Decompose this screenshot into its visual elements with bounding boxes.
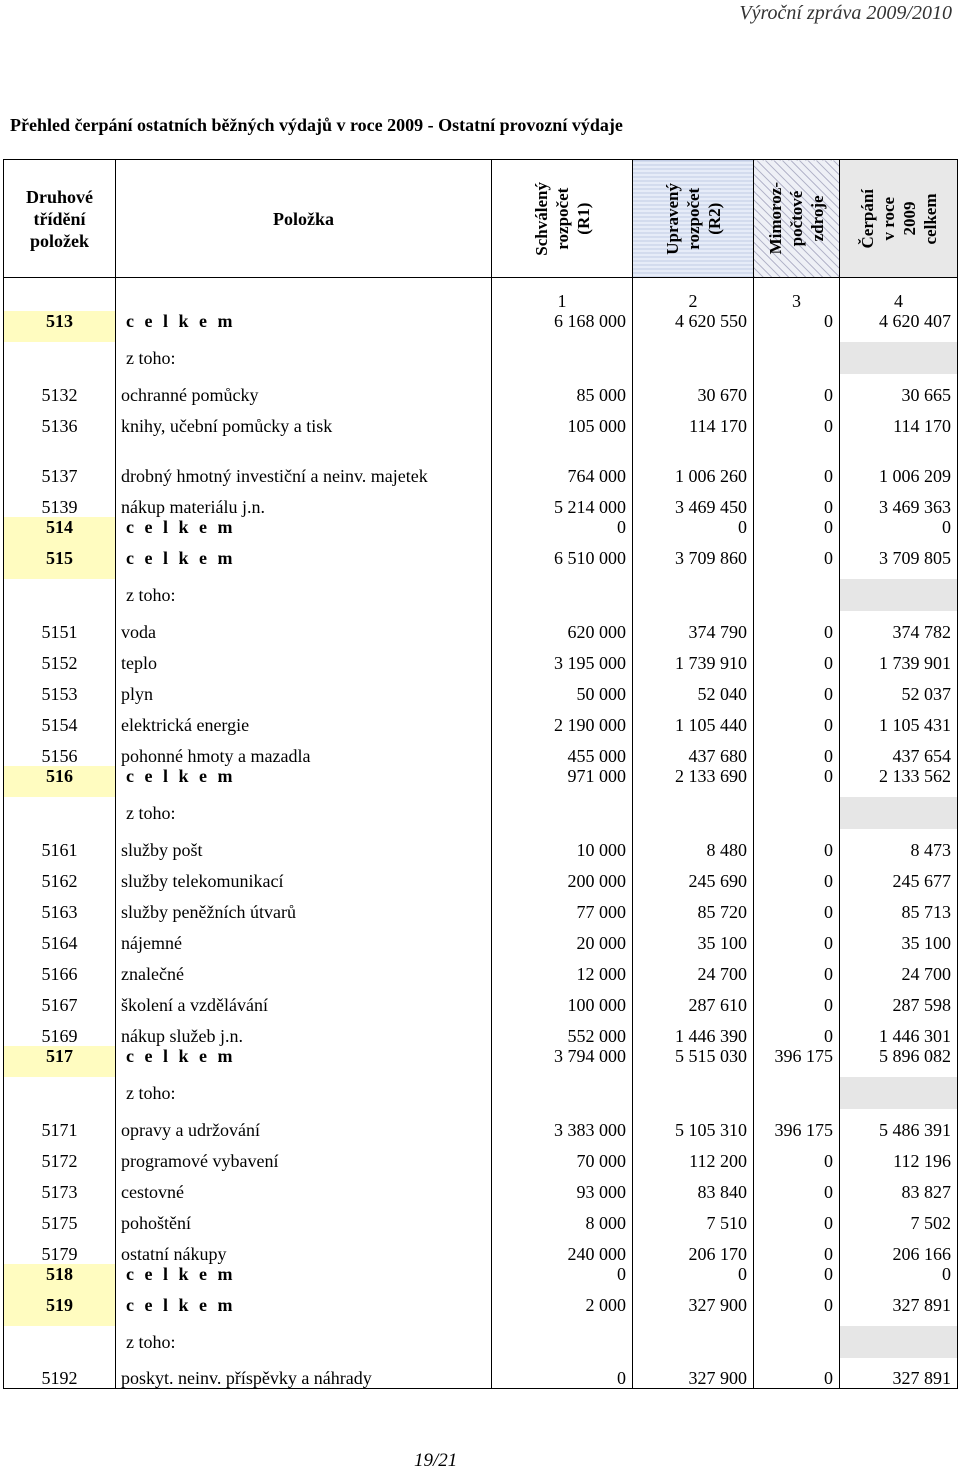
r1-value [492, 1326, 633, 1358]
cp-value: 374 782 [840, 611, 958, 642]
row-code: 5192 [4, 1358, 116, 1389]
column-number-row [4, 278, 958, 311]
row-label: znalečné [116, 953, 492, 984]
row-code: 5163 [4, 891, 116, 922]
mz-value: 0 [754, 829, 840, 860]
r1-value: 2 000 [492, 1295, 633, 1326]
row-label: c e l k e m [116, 766, 492, 797]
row-label: školení a vzdělávání [116, 984, 492, 1015]
mz-value: 396 175 [754, 1109, 840, 1140]
r2-value: 1 006 260 [633, 436, 754, 486]
table-row [4, 486, 958, 517]
table-row [4, 860, 958, 891]
r1-value [492, 1077, 633, 1109]
cp-value [840, 579, 958, 611]
r2-value [633, 342, 754, 374]
cp-value: 437 654 [840, 735, 958, 766]
r2-value: 8 480 [633, 829, 754, 860]
cp-value: 287 598 [840, 984, 958, 1015]
row-label: cestovné [116, 1171, 492, 1202]
row-label: služby telekomunikací [116, 860, 492, 891]
row-label: z toho: [116, 1077, 492, 1109]
row-code: 516 [4, 766, 116, 797]
mz-value: 0 [754, 517, 840, 548]
r2-value [633, 1326, 754, 1358]
table-row [4, 642, 958, 673]
r2-value: 52 040 [633, 673, 754, 704]
row-code: 5132 [4, 374, 116, 405]
mz-value [754, 1326, 840, 1358]
cp-value: 52 037 [840, 673, 958, 704]
cp-value: 30 665 [840, 374, 958, 405]
r1-value: 552 000 [492, 1015, 633, 1046]
cp-value: 1 006 209 [840, 436, 958, 486]
row-label: drobný hmotný investiční a neinv. majetek [116, 436, 492, 486]
cp-value: 85 713 [840, 891, 958, 922]
table-row [4, 797, 958, 829]
row-label: ochranné pomůcky [116, 374, 492, 405]
r2-value: 3 709 860 [633, 548, 754, 579]
r2-value: 437 680 [633, 735, 754, 766]
r1-value: 6 510 000 [492, 548, 633, 579]
row-code: 5164 [4, 922, 116, 953]
r1-value: 93 000 [492, 1171, 633, 1202]
row-code: 5179 [4, 1233, 116, 1264]
r2-value: 112 200 [633, 1140, 754, 1171]
report-header: Výroční zpráva 2009/2010 [739, 2, 952, 24]
r1-value: 764 000 [492, 436, 633, 486]
table-row [4, 1109, 958, 1140]
mz-value: 0 [754, 1233, 840, 1264]
row-label: poskyt. neinv. příspěvky a náhrady [116, 1358, 492, 1389]
r1-value: 240 000 [492, 1233, 633, 1264]
row-code: 5151 [4, 611, 116, 642]
row-code: 514 [4, 517, 116, 548]
r2-value: 287 610 [633, 984, 754, 1015]
table-row [4, 611, 958, 642]
row-code [4, 1326, 116, 1358]
row-label: služby peněžních útvarů [116, 891, 492, 922]
row-code [4, 1077, 116, 1109]
r1-value [492, 579, 633, 611]
row-code: 518 [4, 1264, 116, 1295]
r1-value: 200 000 [492, 860, 633, 891]
table-row [4, 1295, 958, 1326]
row-label: nákup materiálu j.n. [116, 486, 492, 517]
mz-value: 0 [754, 735, 840, 766]
cp-value: 1 446 301 [840, 1015, 958, 1046]
cp-value: 327 891 [840, 1295, 958, 1326]
row-label: c e l k e m [116, 1264, 492, 1295]
cp-value: 8 473 [840, 829, 958, 860]
table-row [4, 673, 958, 704]
mz-value [754, 797, 840, 829]
row-label: c e l k e m [116, 1046, 492, 1077]
header-mz: Mimoroz- počtové zdroje [754, 160, 840, 278]
row-code: 519 [4, 1295, 116, 1326]
r1-value: 3 195 000 [492, 642, 633, 673]
mz-value: 0 [754, 1015, 840, 1046]
cp-value: 3 709 805 [840, 548, 958, 579]
r1-value: 100 000 [492, 984, 633, 1015]
mz-value: 0 [754, 311, 840, 342]
header-cp: Čerpání v roce 2009 celkem [840, 160, 958, 278]
cp-value: 0 [840, 517, 958, 548]
mz-value: 0 [754, 1202, 840, 1233]
table-row [4, 735, 958, 766]
mz-value: 0 [754, 953, 840, 984]
r2-value: 114 170 [633, 405, 754, 436]
header-r2: Upravený rozpočet (R2) [633, 160, 754, 278]
mz-value [754, 342, 840, 374]
row-label: pohoštění [116, 1202, 492, 1233]
r2-value: 327 900 [633, 1358, 754, 1389]
row-label: pohonné hmoty a mazadla [116, 735, 492, 766]
row-code: 5137 [4, 436, 116, 486]
table-row [4, 891, 958, 922]
r2-value: 7 510 [633, 1202, 754, 1233]
row-label: plyn [116, 673, 492, 704]
cp-value: 1 739 901 [840, 642, 958, 673]
header-item: Položka [116, 160, 492, 278]
r2-value: 5 515 030 [633, 1046, 754, 1077]
r1-value: 5 214 000 [492, 486, 633, 517]
row-label: z toho: [116, 579, 492, 611]
cp-value: 1 105 431 [840, 704, 958, 735]
mz-value: 0 [754, 984, 840, 1015]
row-code [4, 797, 116, 829]
table-row [4, 953, 958, 984]
r2-value: 2 133 690 [633, 766, 754, 797]
table-row [4, 374, 958, 405]
r1-value [492, 797, 633, 829]
table-row [4, 1171, 958, 1202]
mz-value: 0 [754, 766, 840, 797]
cp-value: 0 [840, 1264, 958, 1295]
page-number: 19/21 [414, 1450, 458, 1471]
r2-value: 327 900 [633, 1295, 754, 1326]
row-code: 5161 [4, 829, 116, 860]
row-label: voda [116, 611, 492, 642]
column-number: 4 [840, 278, 958, 311]
column-number: 3 [754, 278, 840, 311]
r1-value: 6 168 000 [492, 311, 633, 342]
row-code [4, 579, 116, 611]
cp-value: 5 896 082 [840, 1046, 958, 1077]
r2-value: 1 739 910 [633, 642, 754, 673]
table-row [4, 1077, 958, 1109]
table-row [4, 1140, 958, 1171]
row-label: c e l k e m [116, 517, 492, 548]
r2-value: 0 [633, 1264, 754, 1295]
table-row [4, 1046, 958, 1077]
r1-value: 455 000 [492, 735, 633, 766]
table-row [4, 579, 958, 611]
mz-value: 0 [754, 1171, 840, 1202]
row-label: z toho: [116, 342, 492, 374]
row-code: 5152 [4, 642, 116, 673]
r2-value: 0 [633, 517, 754, 548]
row-code [4, 342, 116, 374]
table-row [4, 436, 958, 486]
cp-value: 112 196 [840, 1140, 958, 1171]
table-row [4, 766, 958, 797]
row-label: nákup služeb j.n. [116, 1015, 492, 1046]
mz-value: 0 [754, 891, 840, 922]
table-row [4, 342, 958, 374]
mz-value: 0 [754, 1358, 840, 1389]
row-code: 5139 [4, 486, 116, 517]
mz-value: 0 [754, 486, 840, 517]
row-label: z toho: [116, 797, 492, 829]
cp-value: 24 700 [840, 953, 958, 984]
r2-value: 24 700 [633, 953, 754, 984]
table-row [4, 1358, 958, 1389]
r1-value: 105 000 [492, 405, 633, 436]
row-code: 517 [4, 1046, 116, 1077]
mz-value: 0 [754, 611, 840, 642]
r1-value: 0 [492, 517, 633, 548]
r1-value: 3 383 000 [492, 1109, 633, 1140]
table-row [4, 1015, 958, 1046]
cp-value: 5 486 391 [840, 1109, 958, 1140]
mz-value: 396 175 [754, 1046, 840, 1077]
mz-value: 0 [754, 860, 840, 891]
cp-value: 3 469 363 [840, 486, 958, 517]
cp-value: 327 891 [840, 1358, 958, 1389]
r2-value: 5 105 310 [633, 1109, 754, 1140]
r1-value: 50 000 [492, 673, 633, 704]
r2-value: 83 840 [633, 1171, 754, 1202]
r1-value: 8 000 [492, 1202, 633, 1233]
r1-value: 971 000 [492, 766, 633, 797]
table-row [4, 405, 958, 436]
table-row [4, 922, 958, 953]
r1-value: 0 [492, 1358, 633, 1389]
row-label: programové vybavení [116, 1140, 492, 1171]
r2-value: 1 446 390 [633, 1015, 754, 1046]
mz-value: 0 [754, 1295, 840, 1326]
row-code: 5156 [4, 735, 116, 766]
mz-value: 0 [754, 374, 840, 405]
r1-value: 85 000 [492, 374, 633, 405]
mz-value [754, 579, 840, 611]
mz-value: 0 [754, 922, 840, 953]
r2-value: 35 100 [633, 922, 754, 953]
row-label: služby pošt [116, 829, 492, 860]
table-row [4, 704, 958, 735]
mz-value: 0 [754, 642, 840, 673]
mz-value: 0 [754, 405, 840, 436]
table-row [4, 1326, 958, 1358]
cp-value: 114 170 [840, 405, 958, 436]
r2-value [633, 1077, 754, 1109]
r2-value: 4 620 550 [633, 311, 754, 342]
row-code: 5167 [4, 984, 116, 1015]
cp-value: 83 827 [840, 1171, 958, 1202]
cp-value: 206 166 [840, 1233, 958, 1264]
cp-value: 2 133 562 [840, 766, 958, 797]
cp-value: 4 620 407 [840, 311, 958, 342]
row-label: z toho: [116, 1326, 492, 1358]
cp-value [840, 342, 958, 374]
table-row [4, 829, 958, 860]
r1-value: 70 000 [492, 1140, 633, 1171]
row-label: c e l k e m [116, 548, 492, 579]
row-label: c e l k e m [116, 1295, 492, 1326]
row-label: opravy a udržování [116, 1109, 492, 1140]
r1-value: 12 000 [492, 953, 633, 984]
r1-value: 0 [492, 1264, 633, 1295]
r1-value: 10 000 [492, 829, 633, 860]
row-code: 5153 [4, 673, 116, 704]
row-code: 5173 [4, 1171, 116, 1202]
table-row [4, 1202, 958, 1233]
cp-value: 245 677 [840, 860, 958, 891]
table-row [4, 548, 958, 579]
r2-value: 206 170 [633, 1233, 754, 1264]
r2-value [633, 579, 754, 611]
row-code: 5166 [4, 953, 116, 984]
r2-value: 374 790 [633, 611, 754, 642]
r2-value [633, 797, 754, 829]
r2-value: 1 105 440 [633, 704, 754, 735]
cp-value [840, 797, 958, 829]
header-r1: Schválený rozpočet (R1) [492, 160, 633, 278]
row-code: 515 [4, 548, 116, 579]
row-label: teplo [116, 642, 492, 673]
cp-value: 35 100 [840, 922, 958, 953]
r1-value: 77 000 [492, 891, 633, 922]
r1-value: 20 000 [492, 922, 633, 953]
row-code: 5136 [4, 405, 116, 436]
r1-value: 2 190 000 [492, 704, 633, 735]
row-label: ostatní nákupy [116, 1233, 492, 1264]
r1-value [492, 342, 633, 374]
row-code: 5162 [4, 860, 116, 891]
row-code: 5154 [4, 704, 116, 735]
table-body [4, 278, 958, 1389]
cp-value [840, 1326, 958, 1358]
mz-value: 0 [754, 436, 840, 486]
row-label: c e l k e m [116, 311, 492, 342]
mz-value: 0 [754, 673, 840, 704]
expenses-table [3, 159, 958, 1389]
row-code: 5171 [4, 1109, 116, 1140]
mz-value: 0 [754, 548, 840, 579]
column-number: 2 [633, 278, 754, 311]
table-row [4, 1264, 958, 1295]
r1-value: 620 000 [492, 611, 633, 642]
r2-value: 3 469 450 [633, 486, 754, 517]
row-label: knihy, učební pomůcky a tisk [116, 405, 492, 436]
table-row [4, 984, 958, 1015]
page-title: Přehled čerpání ostatních běžných výdajů v roce 2009 - Ostatní provozní výdaje [10, 115, 623, 135]
r2-value: 245 690 [633, 860, 754, 891]
row-label: elektrická energie [116, 704, 492, 735]
mz-value: 0 [754, 1264, 840, 1295]
table-row [4, 1233, 958, 1264]
row-code: 5169 [4, 1015, 116, 1046]
r2-value: 30 670 [633, 374, 754, 405]
cp-value: 7 502 [840, 1202, 958, 1233]
column-number: 1 [492, 278, 633, 311]
header-code: Druhové třídění položek [4, 160, 116, 278]
mz-value: 0 [754, 704, 840, 735]
table-row [4, 517, 958, 548]
row-code: 513 [4, 311, 116, 342]
cp-value [840, 1077, 958, 1109]
row-label: nájemné [116, 922, 492, 953]
r1-value: 3 794 000 [492, 1046, 633, 1077]
row-code: 5172 [4, 1140, 116, 1171]
mz-value [754, 1077, 840, 1109]
r2-value: 85 720 [633, 891, 754, 922]
mz-value: 0 [754, 1140, 840, 1171]
row-code: 5175 [4, 1202, 116, 1233]
table-row [4, 311, 958, 342]
